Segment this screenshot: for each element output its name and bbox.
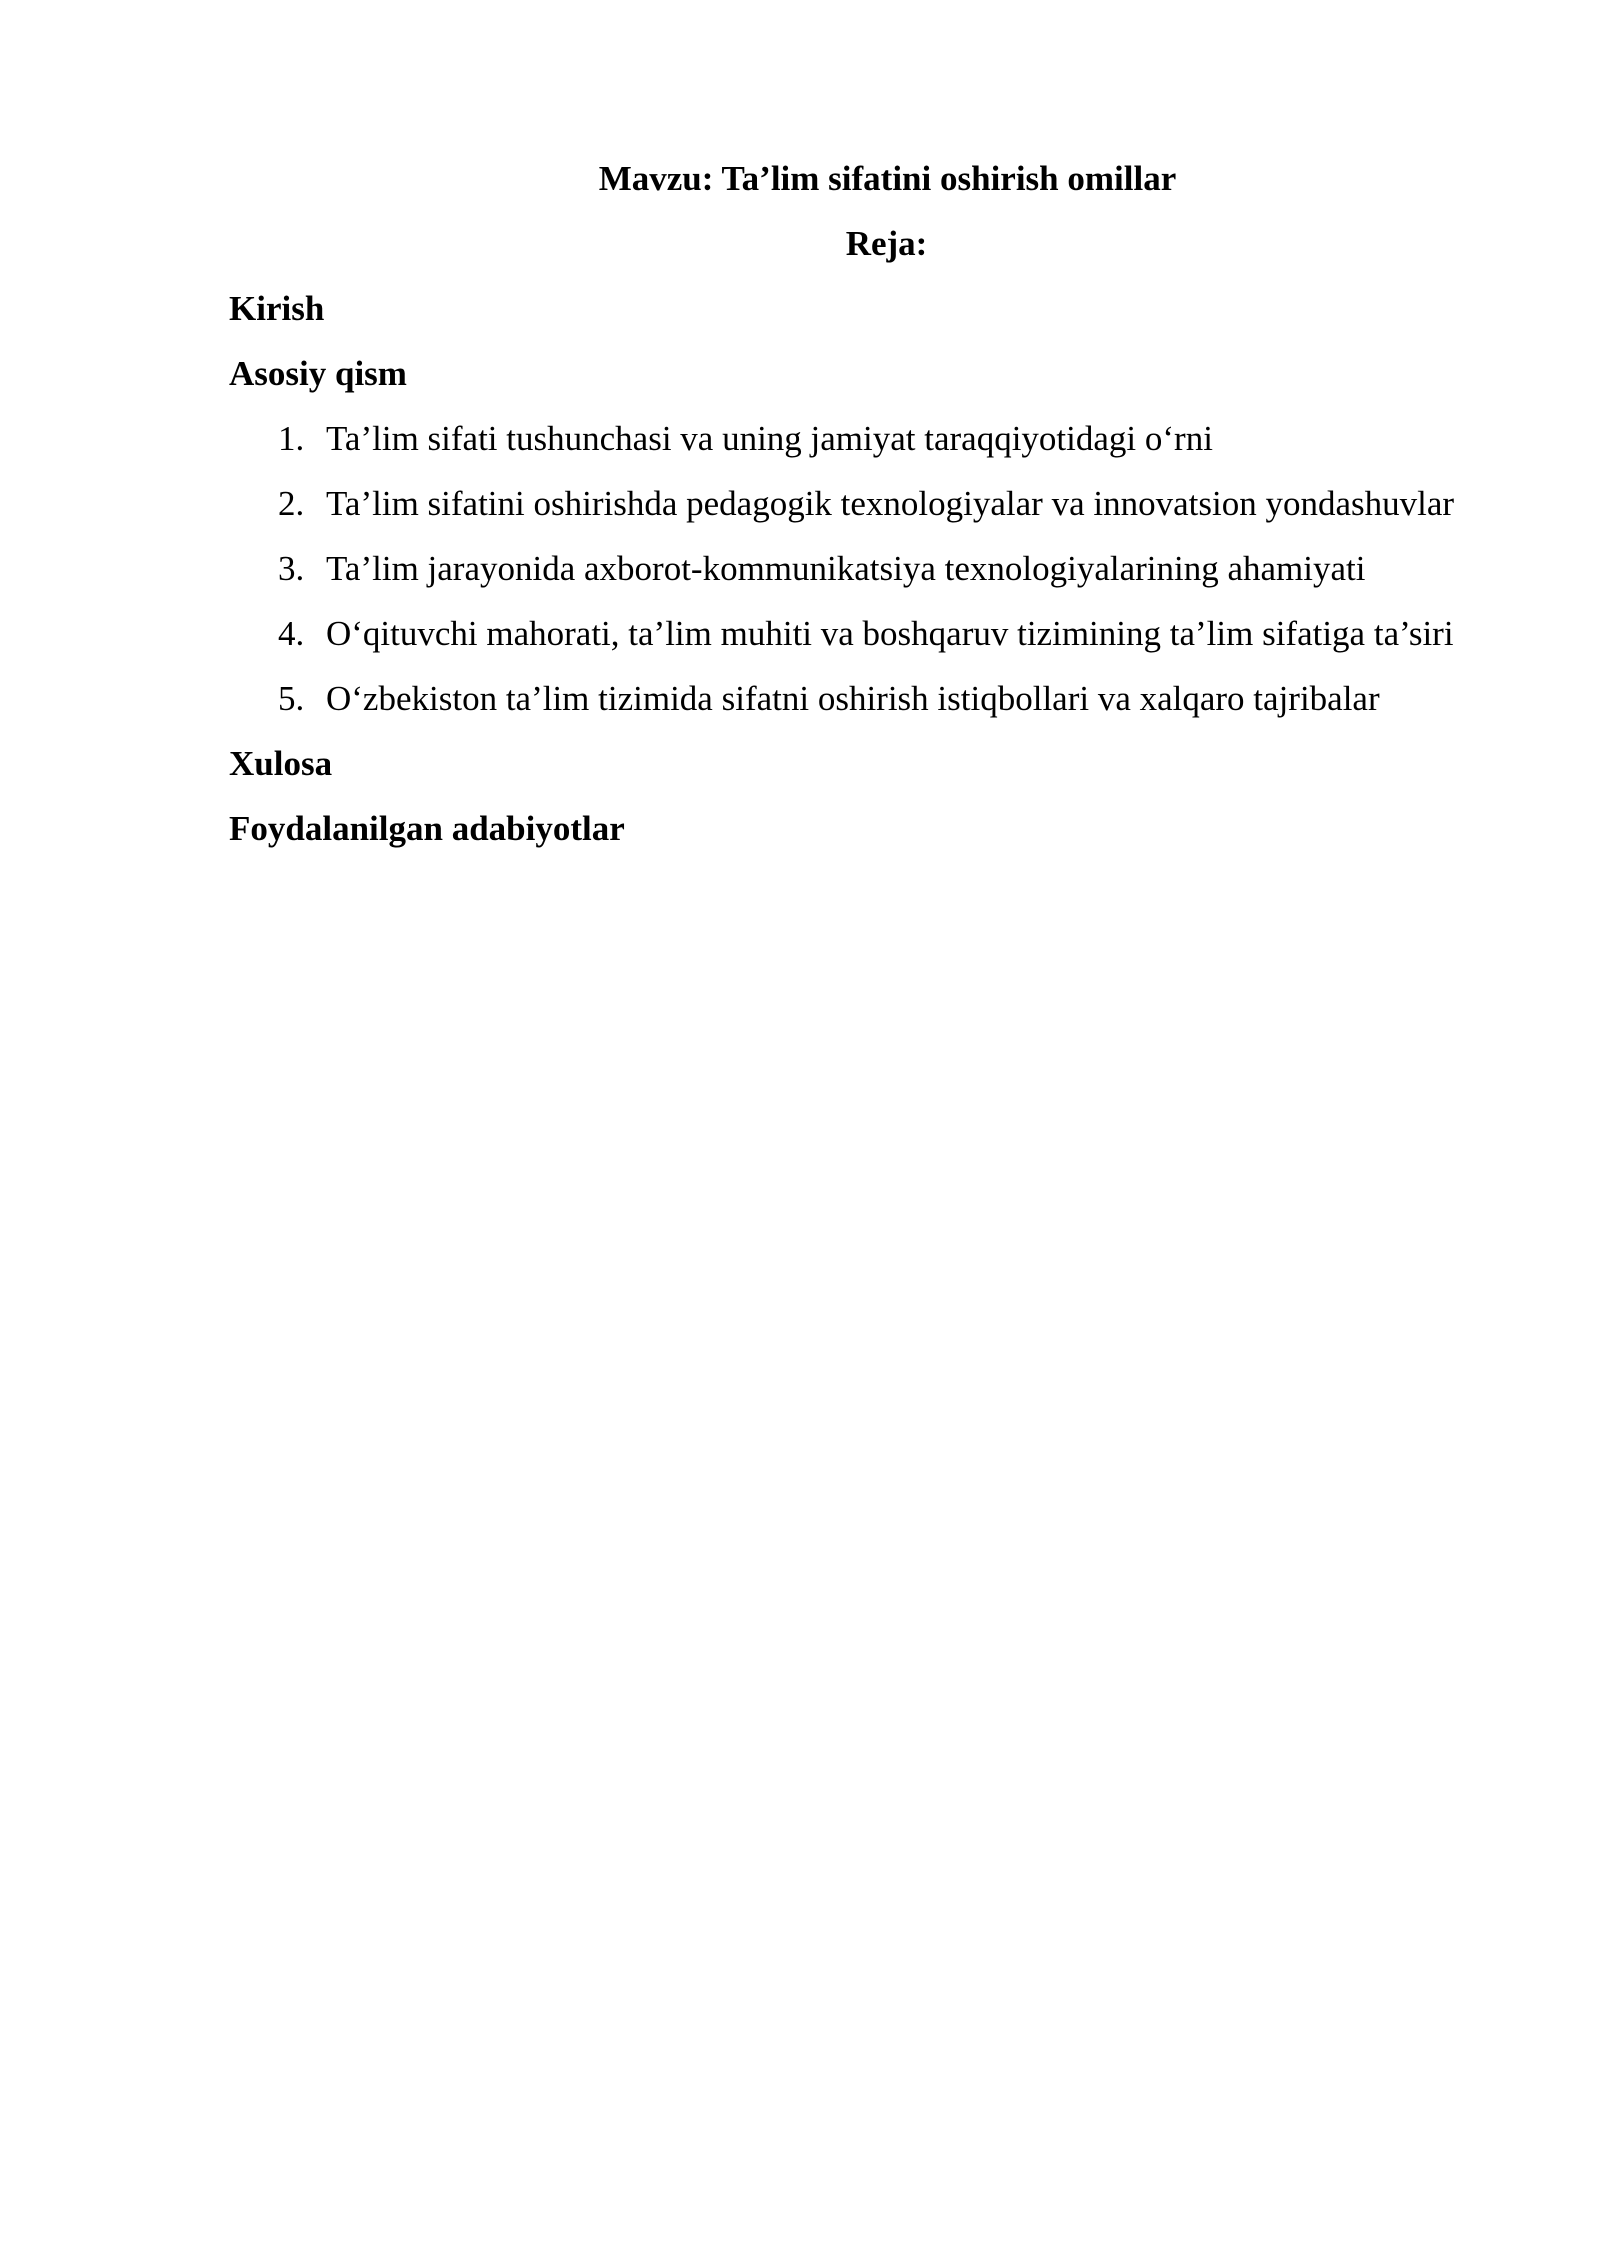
plan-list-item bbox=[229, 406, 1486, 471]
plan-item-number: 5. bbox=[278, 679, 305, 718]
section-intro: Kirish bbox=[229, 289, 325, 328]
plan-item-text: Ta’lim sifati tushunchasi va uning jamiyat taraqqiyotidagi o‘rni bbox=[326, 419, 1213, 458]
plan-heading: Reja: bbox=[845, 224, 928, 263]
plan-item-text: Ta’lim sifatini oshirishda pedagogik texnologiyalar va innovatsion yondashuvlar bbox=[326, 484, 1455, 523]
plan-item-text: O‘zbekiston ta’lim tizimida sifatni oshirish istiqbollari va xalqaro tajribalar bbox=[326, 679, 1380, 718]
plan-item-number: 2. bbox=[278, 484, 305, 523]
section-conclusion: Xulosa bbox=[229, 744, 333, 783]
plan-list-item bbox=[229, 536, 1486, 601]
plan-list-item bbox=[229, 666, 1486, 731]
plan-item-text: O‘qituvchi mahorati, ta’lim muhiti va boshqaruv tizimining ta’lim sifatiga ta’siri bbox=[326, 614, 1454, 653]
plan-list bbox=[229, 406, 1486, 731]
plan-item-text: Ta’lim jarayonida axborot-kommunikatsiya texnologiyalarining ahamiyati bbox=[326, 549, 1366, 588]
section-main-part: Asosiy qism bbox=[229, 354, 407, 393]
plan-item-number: 1. bbox=[278, 419, 305, 458]
plan-item-number: 3. bbox=[278, 549, 305, 588]
plan-item-number: 4. bbox=[278, 614, 305, 653]
plan-list-item bbox=[229, 601, 1486, 666]
document-title: Mavzu: Ta’lim sifatini oshirish omillar bbox=[598, 159, 1177, 198]
plan-list-item bbox=[229, 471, 1486, 536]
section-references: Foydalanilgan adabiyotlar bbox=[229, 809, 625, 848]
document-content bbox=[229, 146, 1486, 861]
